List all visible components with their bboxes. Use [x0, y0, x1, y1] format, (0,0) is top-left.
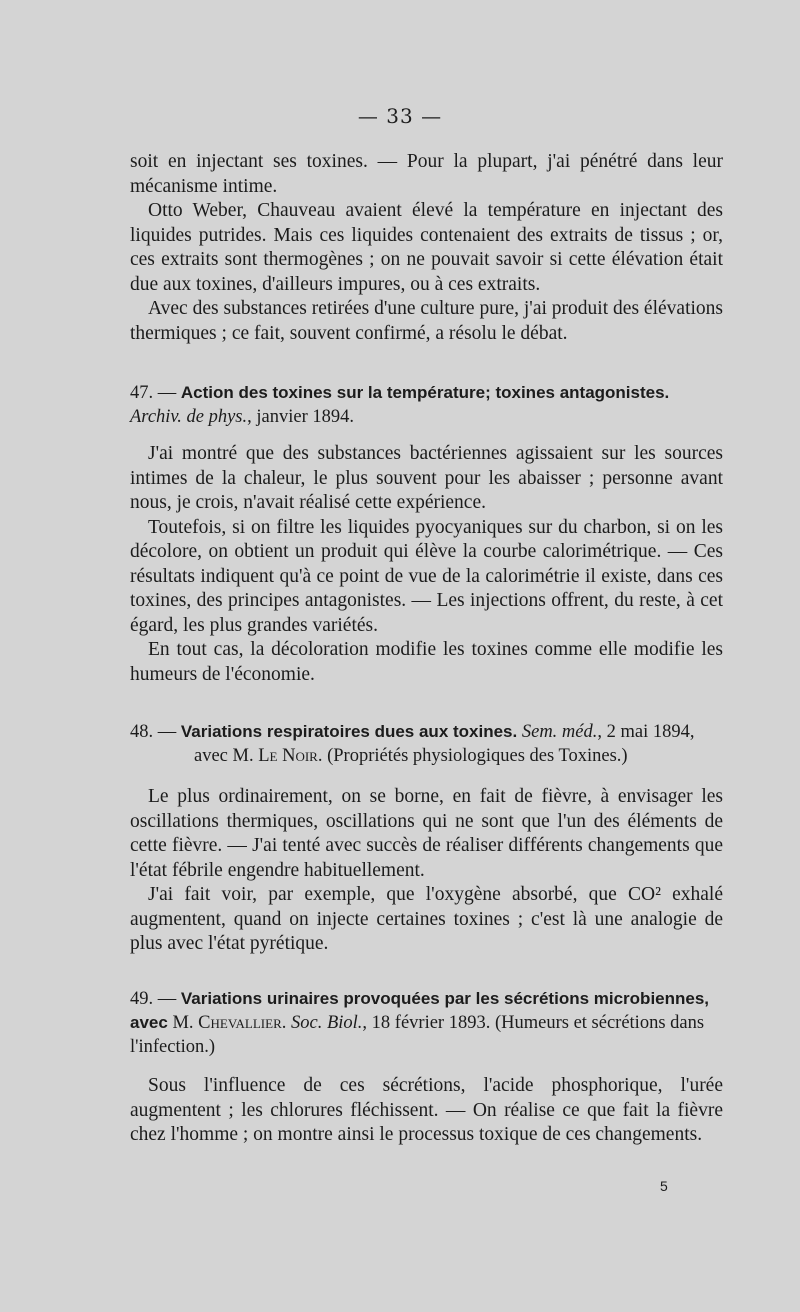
- coauthor-prefix: avec M.: [194, 746, 254, 766]
- entry-49-heading: 49. — Variations urinaires provoquées par les sécrétions microbiennes, avec M. Chevallier. Soc. Biol., 18 février 1893. (Humeurs et sécrétions dans l'infection.): [130, 989, 710, 1057]
- entry-48-heading: [130, 720, 723, 768]
- entry-title: Variations respiratoires dues aux toxines.: [180, 722, 518, 741]
- paragraph: Le plus ordinairement, on se borne, en fait de fièvre, à envisager les oscillations thermiques, oscillations qui ne sont que l'un des éléments de cette fièvre. — J'ai tenté avec succès de réaliser différents changements que l'état fébrile engendre habituellement.: [130, 786, 723, 881]
- paragraph: J'ai montré que des substances bactériennes agissaient sur les sources intimes de la chaleur, le plus souvent pour les abaisser ; personne avant nous, je crois, n'avait réalisé cette expérience.: [130, 443, 723, 513]
- journal-name: Sem. méd.: [521, 722, 598, 742]
- entry-date: , 18 février 1893. (Humeurs et sécrétions dans l'infection.): [130, 1013, 705, 1057]
- paragraph: Sous l'influence de ces sécrétions, l'acide phosphorique, l'urée augmentent ; les chlorures fléchissent. — On réalise ce que fait la fièvre chez l'homme ; on montre ainsi le processus toxique de ces changements.: [130, 1075, 723, 1145]
- paragraph: Avec des substances retirées d'une culture pure, j'ai produit des élévations thermiques ; ce fait, souvent confirmé, a résolu le débat.: [130, 298, 723, 344]
- paragraph: soit en injectant ses toxines. — Pour la plupart, j'ai pénétré dans leur mécanisme intime.: [130, 151, 723, 197]
- coauthor-name: Chevallier: [198, 1013, 282, 1033]
- page-number: — 33 —: [357, 104, 443, 128]
- entry-date: , janvier 1894.: [247, 407, 354, 427]
- journal-name: Soc. Biol.: [291, 1013, 363, 1033]
- entry-title: Variations urinaires provoquées par les sécrétions microbiennes, avec: [130, 989, 710, 1032]
- paragraph: En tout cas, la décoloration modifie les toxines comme elle modifie les humeurs de l'économie.: [130, 639, 723, 685]
- entry-48-paragraphs: [130, 785, 723, 957]
- signature-mark: 5: [660, 1178, 668, 1194]
- paragraph: Otto Weber, Chauveau avaient élevé la température en injectant des liquides putrides. Mais ces liquides contenaient des extraits de tissus ; or, ces extraits sont thermogènes ; on ne pouvait savoir si cette élévation était due aux toxines, d'ailleurs impures, ou à ces extraits.: [130, 200, 723, 295]
- entry-47-paragraphs: [130, 442, 723, 687]
- entry-number: 49. —: [130, 989, 177, 1009]
- entry-number: 48. —: [130, 722, 177, 742]
- intro-paragraphs: [130, 150, 723, 346]
- coauthor-prefix: M.: [172, 1013, 194, 1033]
- entry-49-paragraphs: [130, 1074, 723, 1148]
- entry-note: . (Propriétés physiologiques des Toxines.): [317, 746, 628, 766]
- paragraph: Toutefois, si on filtre les liquides pyocyaniques sur du charbon, si on les décolore, on obtient un produit qui élève la courbe calorimétrique. — Ces résultats indiquent qu'à ce point de vue de la calorimétrie il existe, dans ces toxines, des principes antagonistes. — Les injections offrent, du reste, à cet égard, les plus grandes variétés.: [130, 516, 723, 636]
- entry-47-heading: [130, 381, 723, 429]
- journal-name: Archiv. de phys.: [130, 407, 248, 427]
- entry-number: 47. —: [130, 383, 177, 403]
- paragraph: J'ai fait voir, par exemple, que l'oxygène absorbé, que CO² exhalé augmentent, quand on injecte certaines toxines ; c'est là une analogie de plus avec l'état pyrétique.: [130, 884, 723, 954]
- entry-title: Action des toxines sur la température; toxines antagonistes.: [180, 383, 670, 402]
- coauthor-name: Le Noir: [258, 746, 318, 766]
- entry-date: , 2 mai 1894,: [597, 722, 695, 742]
